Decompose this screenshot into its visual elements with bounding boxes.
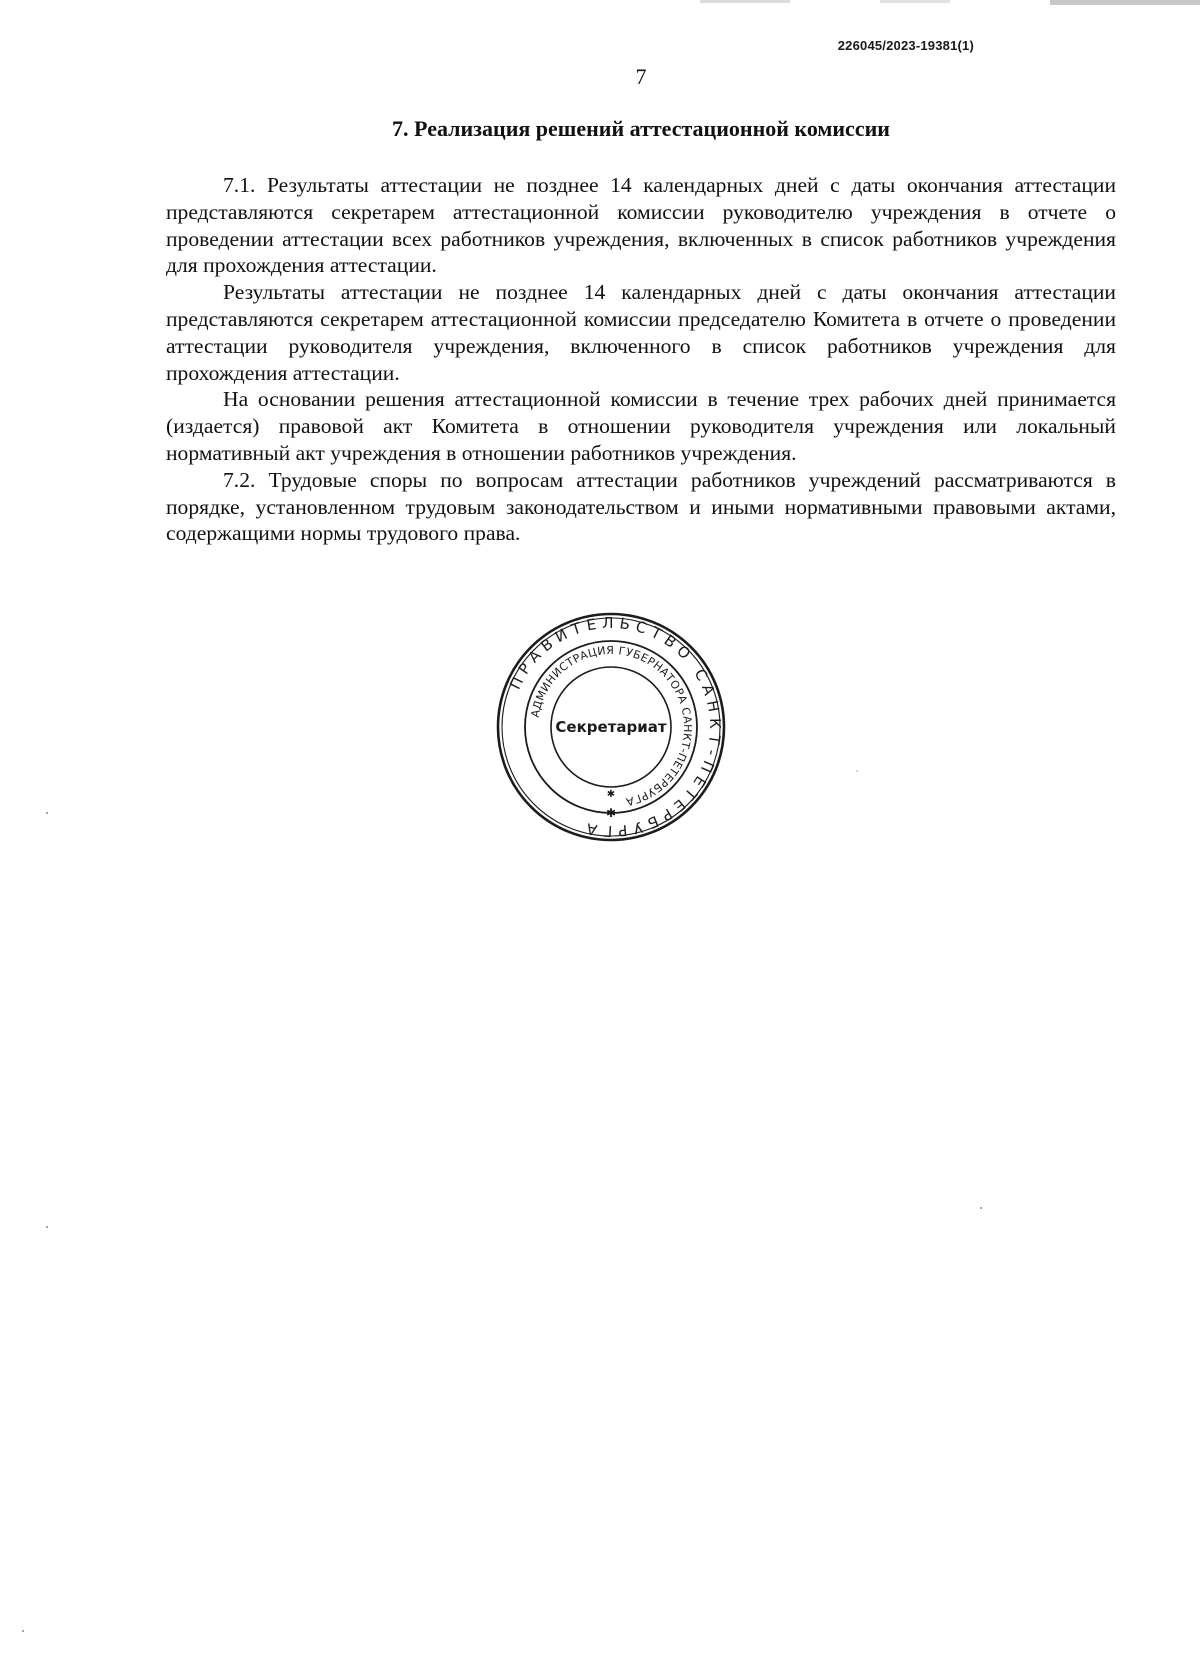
scan-artifact <box>1050 0 1200 5</box>
scan-artifact <box>700 0 790 3</box>
section-body <box>166 172 1116 547</box>
scan-speck <box>856 770 858 772</box>
scan-speck <box>980 1207 982 1209</box>
document-id: 226045/2023-19381(1) <box>837 38 974 53</box>
scan-speck <box>22 1630 24 1632</box>
page-number: 7 <box>635 64 647 89</box>
paragraph-7-1: 7.1. Результаты аттестации не позднее 14 календарных дней с даты окончания аттестации представляются секретарем аттестационной комиссии руководителю учреждения в отчете о проведении аттестации всех работников учреждения, включенных в список работников учреждения для прохождения аттестации. <box>166 173 1116 278</box>
stamp-center-text: Секретариат <box>555 718 667 736</box>
stamp-star-icon: ✱ <box>606 789 616 800</box>
paragraph-7-2: 7.2. Трудовые споры по вопросам аттестации работников учреждений рассматриваются в порядке, установленном трудовым законодательством и иными нормативными правовыми актами, содержащими нормы трудового права. <box>166 467 1116 546</box>
stamp-star-icon: ✱ <box>605 806 617 820</box>
stamp-inner-text: АДМИНИСТРАЦИЯ ГУБЕРНАТОРА САНКТ-ПЕТЕРБУРГА <box>528 643 695 809</box>
paragraph-legal-act: На основании решения аттестационной комиссии в течение трех рабочих дней принимается (издается) правовой акт Комитета в отношении руководителя учреждения или локальный нормативный акт учреждения в отношении работников учреждения. <box>166 387 1116 465</box>
scan-speck <box>46 1226 48 1228</box>
official-seal-stamp <box>496 612 726 842</box>
paragraph-results-committee: Результаты аттестации не позднее 14 календарных дней с даты окончания аттестации представляются секретарем аттестационной комиссии председателю Комитета в отчете о проведении аттестации руководителя учреждения, включенного в список работников учреждения для прохождения аттестации. <box>166 280 1116 385</box>
scan-speck <box>46 812 48 814</box>
stamp-outer-text: ПРАВИТЕЛЬСТВО САНКТ-ПЕТЕРБУРГА <box>506 613 725 841</box>
section-title: 7. Реализация решений аттестационной комиссии <box>392 116 890 141</box>
scan-artifact <box>880 0 950 3</box>
